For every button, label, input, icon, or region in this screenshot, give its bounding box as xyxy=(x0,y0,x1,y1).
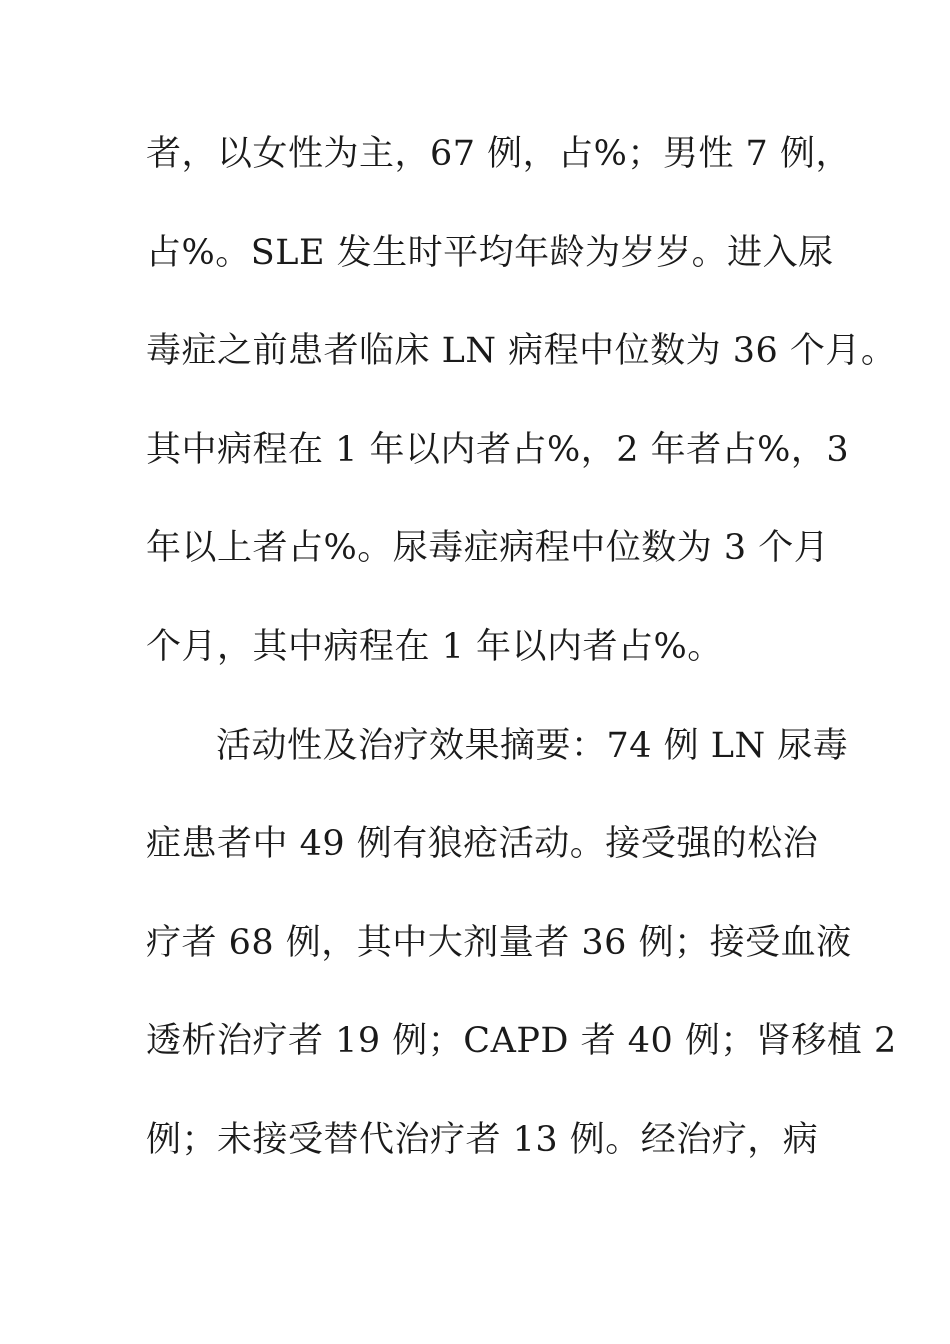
body-text xyxy=(146,124,897,1209)
text-line: 年以上者占%。尿毒症病程中位数为 3 个月 xyxy=(146,528,830,569)
text-line: 例；未接受替代治疗者 13 例。经治疗，病 xyxy=(146,1119,819,1160)
text-line: 透析治疗者 19 例；CAPD 者 40 例；肾移植 2 xyxy=(146,1021,897,1062)
text-line: 个月，其中病程在 1 年以内者占%。 xyxy=(146,626,723,667)
text-line: 者，以女性为主，67 例，占%；男性 7 例， xyxy=(146,134,851,174)
text-line: 占%。SLE 发生时平均年龄为岁岁。进入尿 xyxy=(146,232,834,273)
text-line: 毒症之前患者临床 LN 病程中位数为 36 个月。 xyxy=(146,331,897,372)
text-line: 症患者中 49 例有狼疮活动。接受强的松治 xyxy=(146,824,819,865)
text-line: 疗者 68 例，其中大剂量者 36 例；接受血液 xyxy=(146,922,852,963)
paragraph-start-line: 活动性及治疗效果摘要：74 例 LN 尿毒 xyxy=(216,725,849,766)
text-line: 其中病程在 1 年以内者占%，2 年者占%，3 xyxy=(146,429,850,470)
